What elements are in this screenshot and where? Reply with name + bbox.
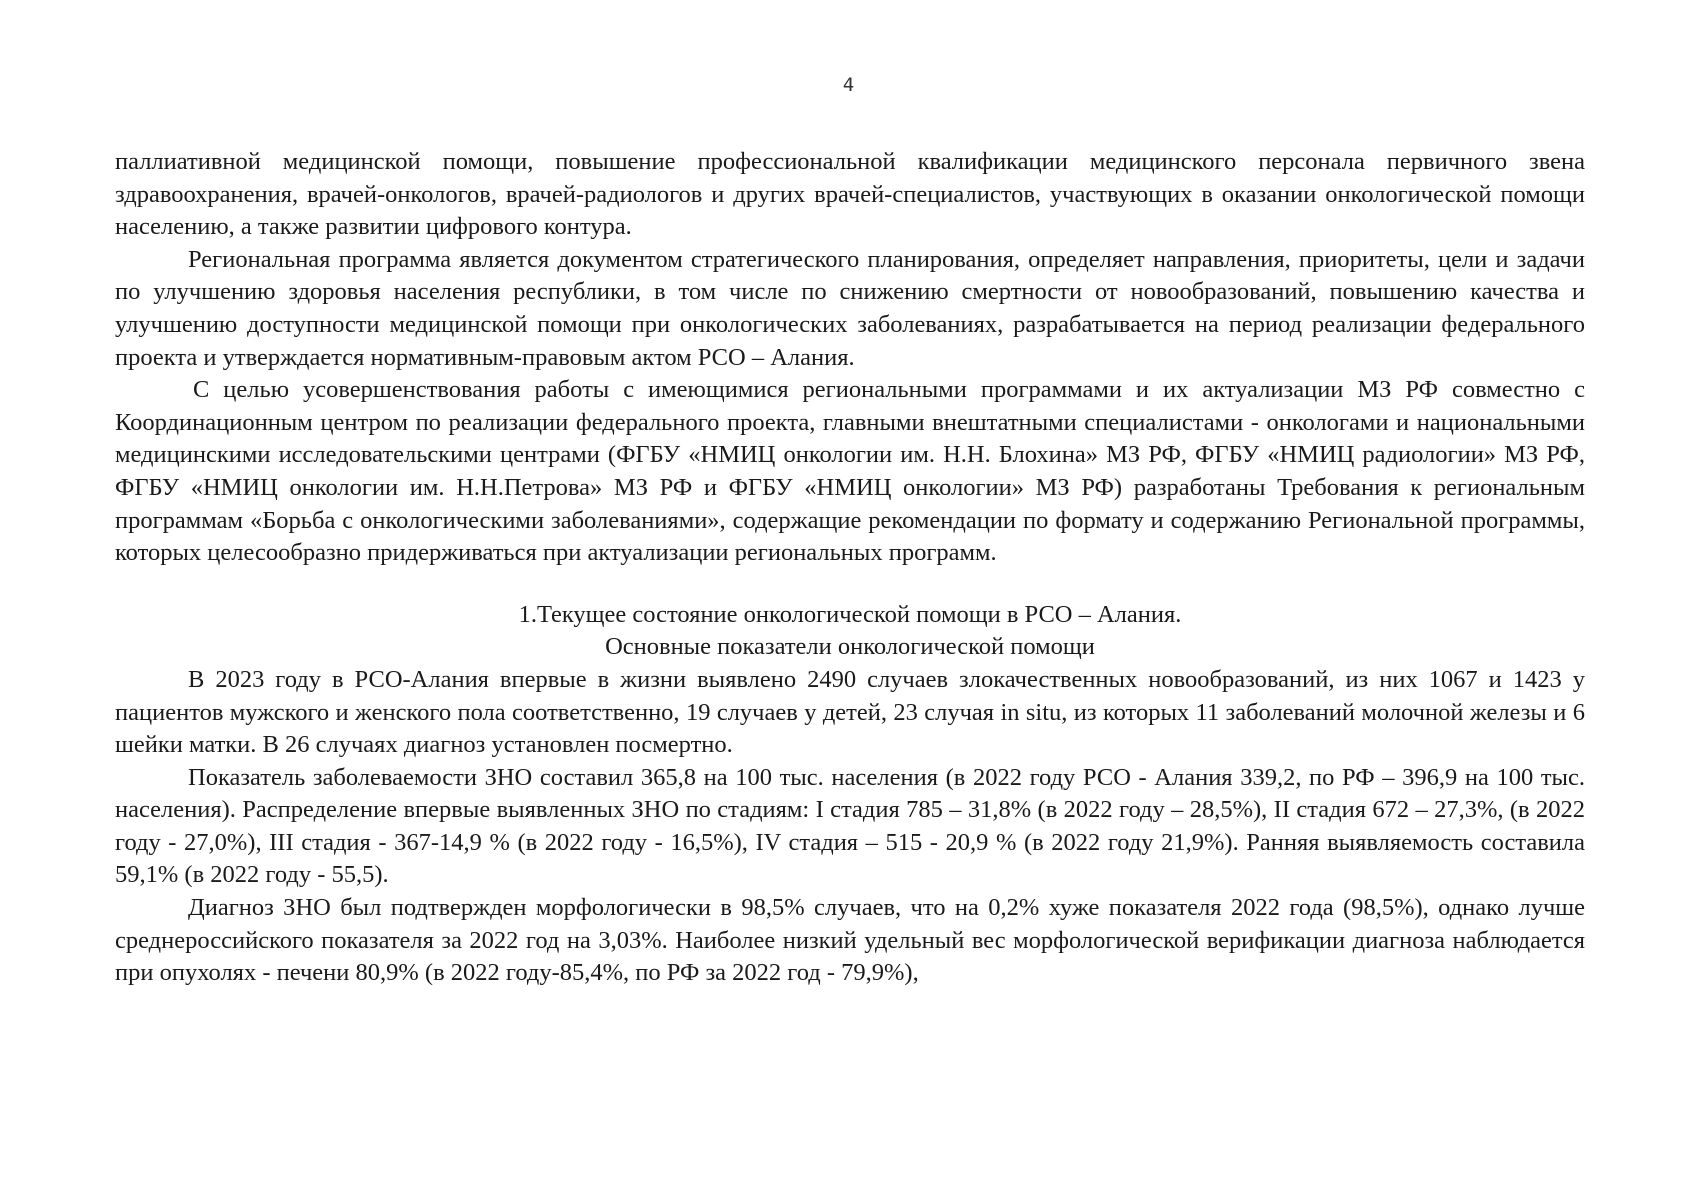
section-title: 1.Текущее состояние онкологической помощи в РСО – Алания. — [518, 600, 1182, 628]
paragraph-regional-program: Региональная программа является документом стратегического планирования, определяет направления, приоритеты, цели и задачи по улучшению здоровья населения республики, в том числе по снижению смертности от новообразований, повышению качества и улучшению доступности медицинской помощи при онкологических заболеваниях, разрабатывается на период реализации федерального проекта и утверждается нормативным-правовым актом РСО – Алания. — [115, 245, 1585, 371]
section-heading — [115, 599, 1585, 664]
paragraph-incidence-rate: Показатель заболеваемости ЗНО составил 365,8 на 100 тыс. населения (в 2022 году РСО - Алания 339,2, по РФ – 396,9 на 100 тыс. населения). Распределение впервые выявленных ЗНО по стадиям: I стадия 785 – 31,8% (в 2022 году – 28,5%), II стадия 672 – 27,3%, (в 2022 году - 27,0%), III стадия - 367-14,9 % (в 2022 году - 16,5%), IV стадия – 515 - 20,9 % (в 2022 году 21,9%). Ранняя выявляемость составила 59,1% (в 2022 году - 55,5). — [115, 763, 1585, 889]
paragraph-requirements: С целью усовершенствования работы с имеющимися региональными программами и их актуализации МЗ РФ совместно с Координационным центром по реализации федерального проекта, главными внештатными специалистами - онкологами и национальными медицинскими исследовательскими центрами (ФГБУ «НМИЦ онкологии им. Н.Н. Блохина» МЗ РФ, ФГБУ «НМИЦ радиологии» МЗ РФ, ФГБУ «НМИЦ онкологии им. Н.Н.Петрова» МЗ РФ и ФГБУ «НМИЦ онкологии» МЗ РФ) разработаны Требования к региональным программам «Борьба с онкологическими заболеваниями», содержащие рекомендации по формату и содержанию Региональной программы, которых целесообразно придерживаться при актуализации региональных программ. — [115, 376, 1585, 567]
paragraph-palliative-care: паллиативной медицинской помощи, повышение профессиональной квалификации медицинского персонала первичного звена здравоохранения, врачей-онкологов, врачей-радиологов и других врачей-специалистов, участвующих в оказании онкологической помощи населению, а также развитии цифрового контура. — [115, 148, 1585, 241]
paragraph-morphological-verification: Диагноз ЗНО был подтвержден морфологически в 98,5% случаев, что на 0,2% хуже показателя 2022 года (98,5%), однако лучше среднероссийского показателя за 2022 год на 3,03%. Наиболее низкий удельный вес морфологической верификации диагноза наблюдается при опухолях - печени 80,9% (в 2022 году-85,4%, по РФ за 2022 год - 79,9%), — [115, 894, 1585, 987]
document-body — [115, 146, 1585, 990]
page-number: 4 — [842, 74, 855, 96]
section-subtitle: Основные показатели онкологической помощи — [605, 633, 1095, 661]
paragraph-incidence-2023: В 2023 году в РСО-Алания впервые в жизни выявлено 2490 случаев злокачественных новообразований, из них 1067 и 1423 у пациентов мужского и женского пола соответственно, 19 случаев у детей, 23 случая in situ, из которых 11 заболеваний молочной железы и 6 шейки матки. В 26 случаях диагноз установлен посмертно. — [115, 665, 1585, 759]
